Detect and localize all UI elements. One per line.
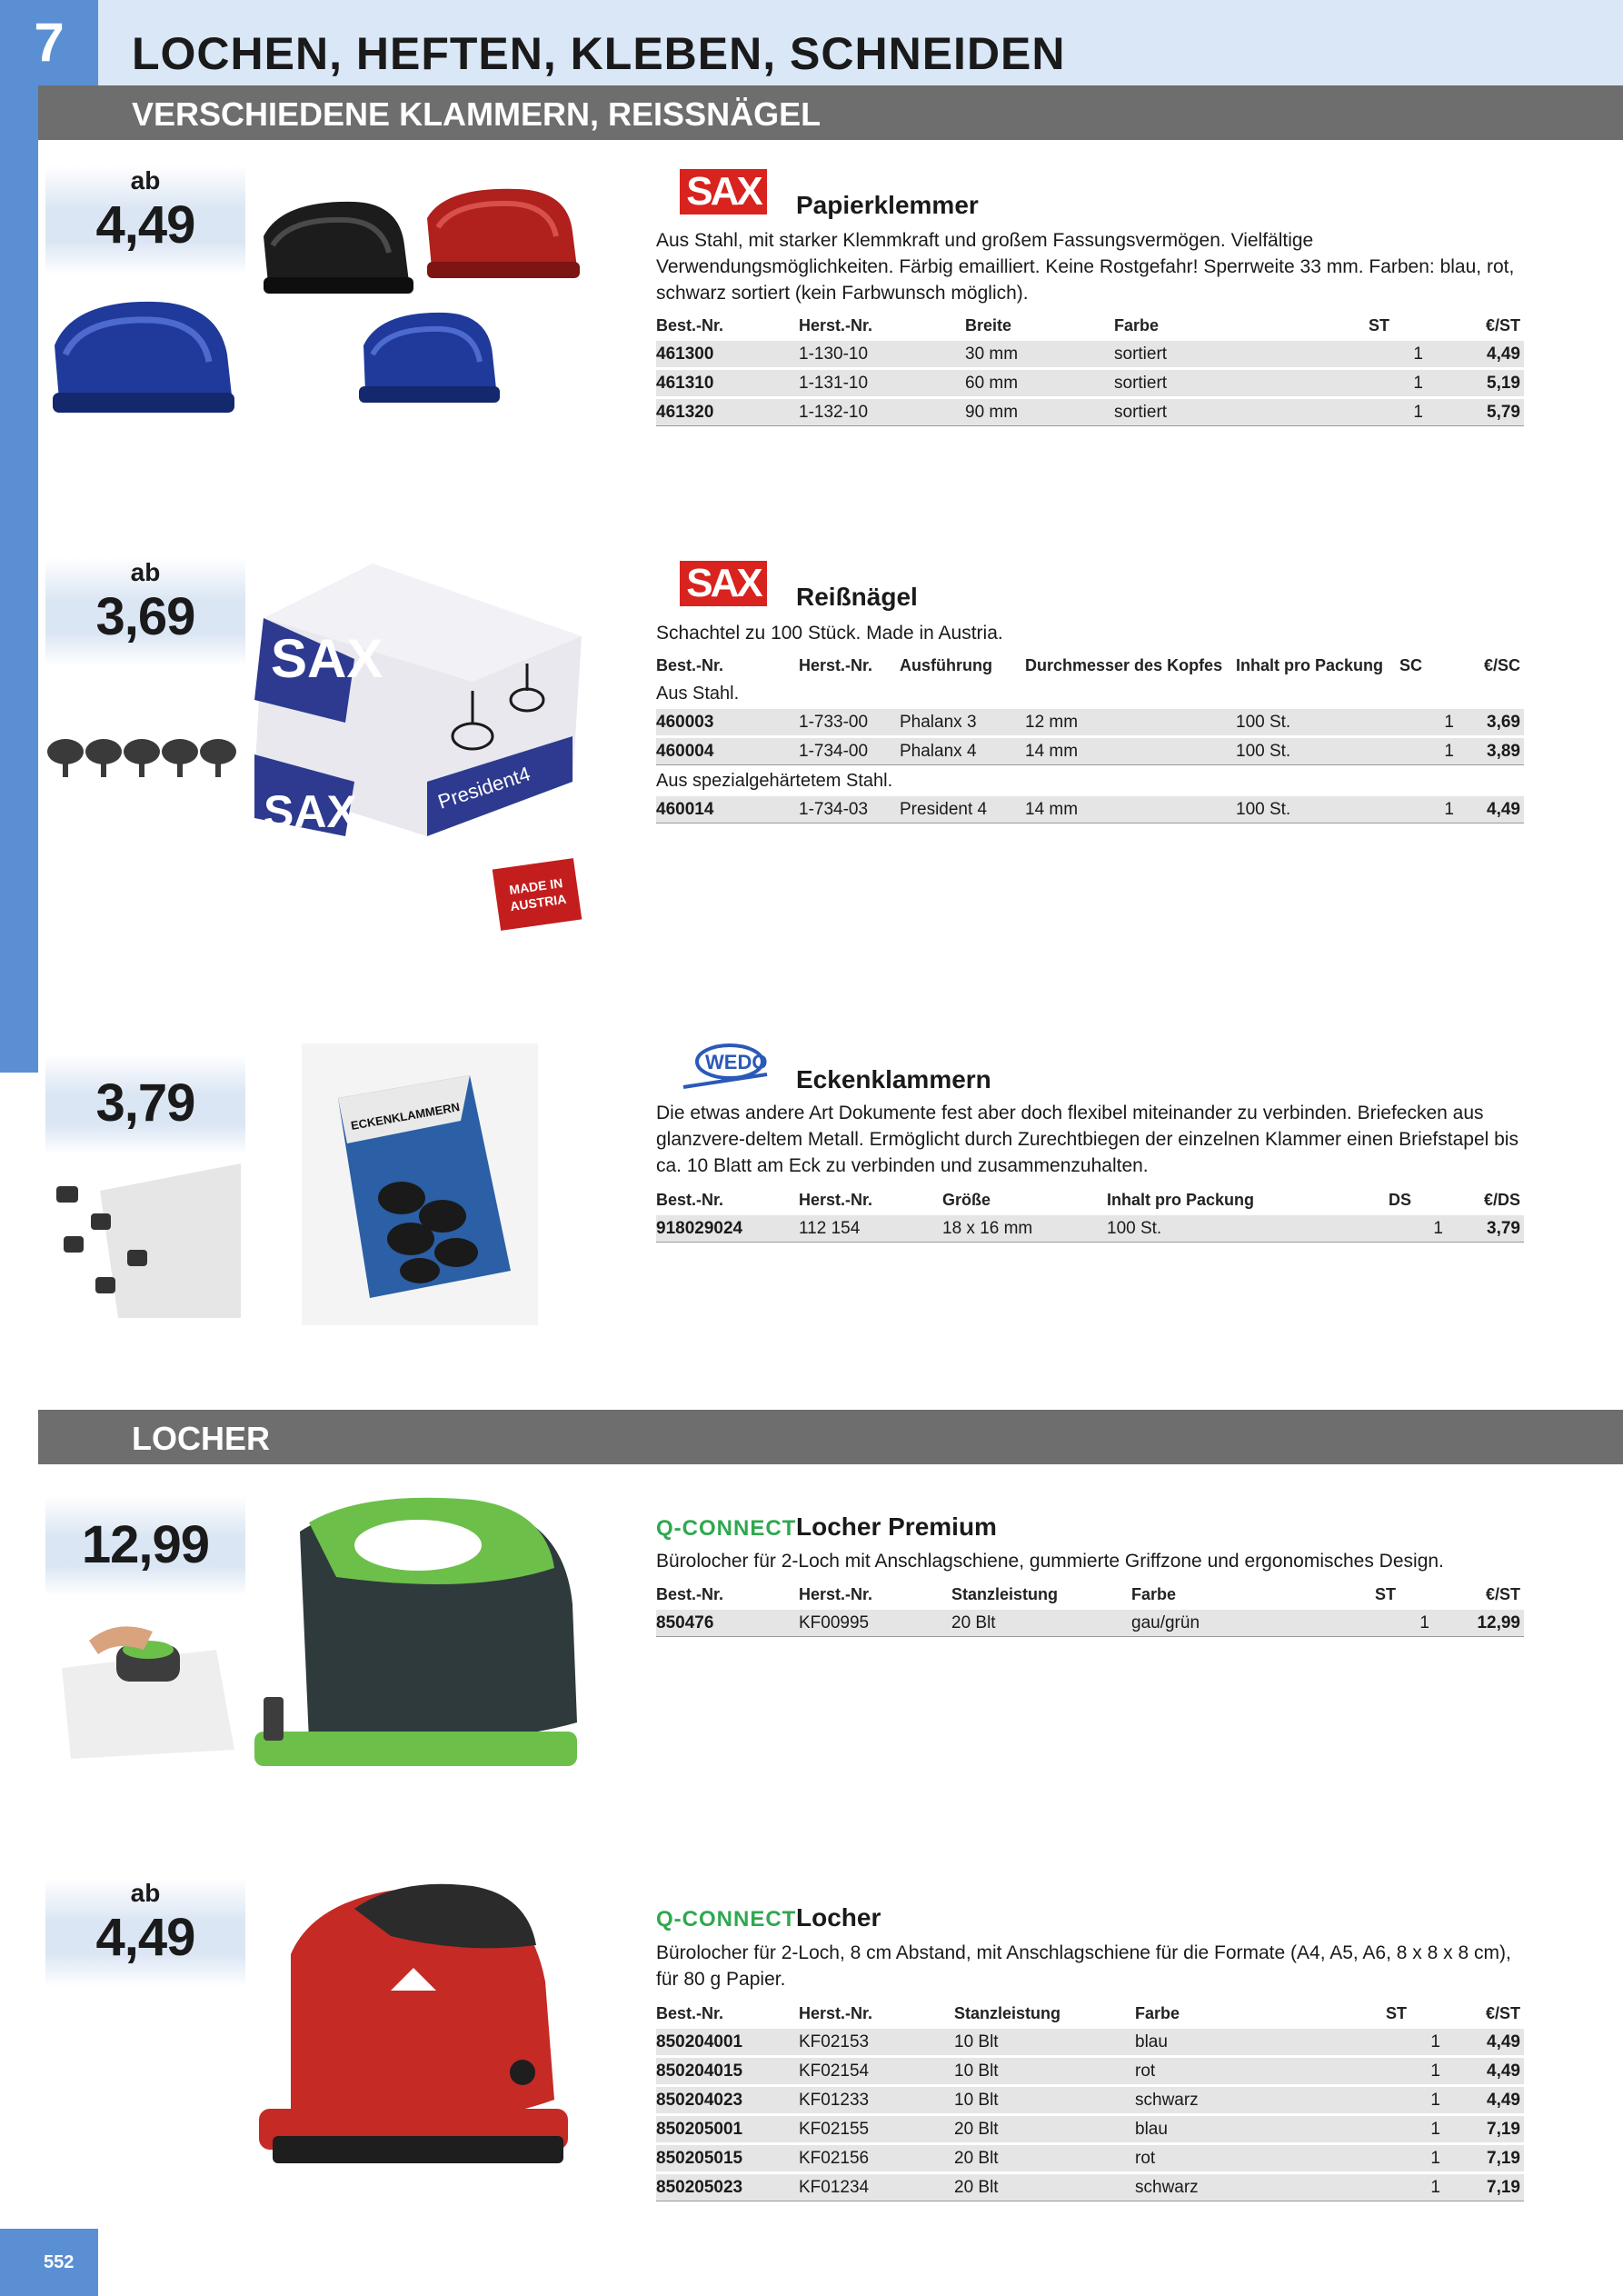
- table-cell: KF01234: [799, 2173, 954, 2201]
- thumbtack-box-image: [254, 564, 591, 836]
- corner-clips-usage-image: [45, 1163, 245, 1318]
- table-cell: 10 Blt: [954, 2086, 1135, 2115]
- order-number: 461300: [656, 340, 799, 369]
- col-header: Ausführung: [900, 656, 992, 674]
- table-row: [656, 340, 1524, 369]
- unit-price: 5,19: [1423, 369, 1524, 398]
- box-sax-label-lower: SAX: [264, 786, 357, 836]
- table-cell: 10 Blt: [954, 2028, 1135, 2057]
- col-header: Best.-Nr.: [656, 316, 724, 334]
- product-description-locher: Bürolocher für 2-Loch, 8 cm Abstand, mit Anschlagschiene für die Formate (A4, A5, A6, 8 x 8 x 8 cm), für 80 g Papier.: [656, 1942, 1511, 1990]
- table-row: [656, 2086, 1524, 2115]
- table-row: [656, 2028, 1524, 2057]
- product-description-reissnaegel: Schachtel zu 100 Stück. Made in Austria.: [656, 623, 1003, 644]
- table-cell: 100 St.: [1236, 795, 1399, 824]
- product-description-papierklemmer: Aus Stahl, mit starker Klemmkraft und großem Fassungsvermögen. Vielfältige Verwendungsmöglichkeiten. Färbig emailliert. Keine Rostgefahr! Sperrweite 33 mm. Farben: blau, rot, schwarz sortiert (kein Farbwunsch möglich).: [656, 230, 1515, 304]
- spec-table-eckenklammern: [656, 1189, 1524, 1243]
- price-value: 3,69: [95, 587, 195, 646]
- price-box-reissnaegel: [45, 557, 245, 666]
- col-header: Farbe: [1131, 1585, 1177, 1603]
- table-cell: 20 Blt: [954, 2173, 1135, 2201]
- sax-logo: SAX: [680, 561, 767, 606]
- col-header: €/ST: [1485, 2004, 1520, 2022]
- thumbtack-icon: [47, 739, 236, 777]
- sax-logo: SAX: [680, 169, 767, 215]
- table-cell: 100 St.: [1236, 737, 1399, 765]
- table-cell: 14 mm: [1025, 795, 1236, 824]
- unit-price: 7,19: [1440, 2173, 1524, 2201]
- side-color-bar: [0, 0, 38, 1073]
- table-cell: 100 St.: [1107, 1214, 1389, 1243]
- col-header: ST: [1386, 2004, 1408, 2022]
- order-number: 460003: [656, 708, 799, 737]
- price-box-eckenklammern: [45, 1054, 245, 1154]
- table-row: [656, 398, 1524, 426]
- price-box-locher: [45, 1878, 245, 1987]
- col-header: Herst.-Nr.: [799, 316, 873, 334]
- table-cell: KF00995: [799, 1609, 951, 1637]
- table-cell: 12 mm: [1025, 708, 1236, 737]
- col-header: Herst.-Nr.: [799, 656, 873, 674]
- table-note-row: [656, 765, 1524, 795]
- material-note: Aus spezialgehärtetem Stahl.: [656, 770, 893, 791]
- table-row: [656, 2144, 1524, 2173]
- table-cell: rot: [1135, 2057, 1386, 2086]
- section-bar-locher: [38, 1410, 1623, 1464]
- table-cell: 90 mm: [965, 398, 1114, 426]
- wedo-logo: [680, 1042, 771, 1093]
- product-description-eckenklammern: Die etwas andere Art Dokumente fest aber doch flexibel miteinander zu verbinden. Briefecken aus glanzvere-deltem Metall. Ermöglicht durch Zurechtbiegen der einzelnen Klammer einen Briefstapel bis ca. 10 Blatt am Eck zu verbinden und zusammenzuhalten.: [656, 1103, 1518, 1176]
- order-number: 461310: [656, 369, 799, 398]
- thumbtacks-image: [45, 732, 245, 786]
- col-header: Inhalt pro Packung: [1236, 656, 1384, 674]
- table-cell: KF02156: [799, 2144, 954, 2173]
- section-title-klammern: VERSCHIEDENE KLAMMERN, REISSNÄGEL: [132, 95, 821, 133]
- qconnect-logo: [656, 1516, 796, 1542]
- table-cell: 1: [1399, 795, 1454, 824]
- blue-clamp-large-icon: [53, 302, 234, 413]
- table-cell: 112 154: [799, 1214, 942, 1243]
- price-prefix: ab: [130, 166, 161, 195]
- made-in-austria-badge: MADE IN AUSTRIA: [493, 858, 582, 931]
- order-number: 850204001: [656, 2028, 799, 2057]
- col-header: Breite: [965, 316, 1012, 334]
- unit-price: 4,49: [1423, 340, 1524, 369]
- table-cell: 18 x 16 mm: [942, 1214, 1107, 1243]
- unit-price: 4,49: [1454, 795, 1524, 824]
- unit-price: 5,79: [1423, 398, 1524, 426]
- table-row: [656, 369, 1524, 398]
- col-header: €/SC: [1483, 656, 1520, 674]
- price-value: 4,49: [95, 1908, 195, 1967]
- paper-clamps-image: [45, 182, 591, 445]
- table-cell: schwarz: [1135, 2086, 1386, 2115]
- table-cell: 1-734-03: [799, 795, 900, 824]
- table-cell: 1: [1386, 2028, 1440, 2057]
- col-header: Farbe: [1114, 316, 1160, 334]
- spec-table-locher: [656, 2002, 1524, 2201]
- wedo-logo-text: WEDO: [705, 1051, 768, 1073]
- table-cell: 1: [1399, 737, 1454, 765]
- table-cell: 14 mm: [1025, 737, 1236, 765]
- table-cell: KF01233: [799, 2086, 954, 2115]
- unit-price: 4,49: [1440, 2086, 1524, 2115]
- table-cell: 1: [1369, 398, 1423, 426]
- table-cell: 100 St.: [1236, 708, 1399, 737]
- col-header: Best.-Nr.: [656, 2004, 724, 2022]
- box-model-label: President4: [434, 762, 533, 814]
- col-header: DS: [1389, 1191, 1412, 1209]
- table-cell: KF02155: [799, 2115, 954, 2144]
- table-cell: 20 Blt: [951, 1609, 1131, 1637]
- table-header-row: [656, 1189, 1524, 1214]
- corner-clips-pack-image: [302, 1043, 538, 1325]
- table-cell: KF02153: [799, 2028, 954, 2057]
- table-cell: President 4: [900, 795, 1025, 824]
- qconnect-logo-text: Q-CONNECT: [656, 1516, 797, 1541]
- table-cell: 1-130-10: [799, 340, 965, 369]
- spec-table-reissnaegel: [656, 654, 1524, 824]
- table-cell: 1: [1389, 1214, 1443, 1243]
- unit-price: 7,19: [1440, 2144, 1524, 2173]
- col-header: €/DS: [1483, 1191, 1520, 1209]
- product-title-eckenklammern: Eckenklammern: [796, 1065, 991, 1093]
- order-number: 461320: [656, 398, 799, 426]
- table-header-row: [656, 314, 1524, 340]
- spec-table-papierklemmer: [656, 314, 1524, 426]
- table-cell: Phalanx 3: [900, 708, 1025, 737]
- product-title-locher: Locher: [796, 1903, 881, 1932]
- price-value: 12,99: [81, 1515, 210, 1574]
- table-cell: 20 Blt: [954, 2115, 1135, 2144]
- col-header: Best.-Nr.: [656, 656, 724, 674]
- spec-table-locher-premium: [656, 1583, 1524, 1637]
- col-header: Stanzleistung: [954, 2004, 1061, 2022]
- table-cell: 1: [1369, 340, 1423, 369]
- table-cell: gau/grün: [1131, 1609, 1375, 1637]
- order-number: 918029024: [656, 1214, 799, 1243]
- unit-price: 3,89: [1454, 737, 1524, 765]
- order-number: 850204023: [656, 2086, 799, 2115]
- product-title-papierklemmer: Papierklemmer: [796, 191, 979, 219]
- price-value: 3,79: [95, 1073, 195, 1133]
- order-number: 850204015: [656, 2057, 799, 2086]
- price-box-locher-premium: [45, 1496, 245, 1596]
- locher-premium-image: [245, 1495, 582, 1777]
- table-cell: 20 Blt: [954, 2144, 1135, 2173]
- table-cell: rot: [1135, 2144, 1386, 2173]
- pack-label: ECKENKLAMMERN: [349, 1100, 462, 1133]
- col-header: Inhalt pro Packung: [1107, 1191, 1255, 1209]
- material-note: Aus Stahl.: [656, 683, 740, 704]
- table-row: [656, 2173, 1524, 2201]
- qconnect-logo: [656, 1907, 796, 1932]
- table-cell: 1: [1399, 708, 1454, 737]
- unit-price: 3,79: [1443, 1214, 1524, 1243]
- table-row: [656, 1214, 1524, 1243]
- table-cell: 1: [1386, 2115, 1440, 2144]
- page-title: LOCHEN, HEFTEN, KLEBEN, SCHNEIDEN: [132, 28, 1066, 79]
- table-row: [656, 708, 1524, 737]
- order-number: 850476: [656, 1609, 799, 1637]
- table-row: [656, 737, 1524, 765]
- product-description-locher-premium: Bürolocher für 2-Loch mit Anschlagschiene, gummierte Griffzone und ergonomisches Design.: [656, 1551, 1444, 1572]
- page-number: 552: [0, 2229, 98, 2296]
- price-prefix: ab: [130, 1879, 161, 1907]
- unit-price: 12,99: [1429, 1609, 1524, 1637]
- table-cell: blau: [1135, 2115, 1386, 2144]
- table-cell: 1: [1386, 2173, 1440, 2201]
- locher-red-image: [254, 1882, 582, 2172]
- table-cell: 30 mm: [965, 340, 1114, 369]
- col-header: Best.-Nr.: [656, 1585, 724, 1603]
- product-title-reissnaegel: Reißnägel: [796, 583, 918, 611]
- price-value: 4,49: [95, 195, 195, 255]
- table-header-row: [656, 654, 1524, 678]
- locher-usage-image: [53, 1613, 244, 1759]
- col-header: Herst.-Nr.: [799, 2004, 873, 2022]
- order-number: 850205015: [656, 2144, 799, 2173]
- section-title-locher: LOCHER: [132, 1420, 270, 1457]
- col-header: Best.-Nr.: [656, 1191, 724, 1209]
- table-cell: 1: [1375, 1609, 1429, 1637]
- table-row: [656, 2115, 1524, 2144]
- table-cell: sortiert: [1114, 398, 1369, 426]
- col-header: Stanzleistung: [951, 1585, 1059, 1603]
- table-cell: Phalanx 4: [900, 737, 1025, 765]
- chapter-number: 7: [0, 0, 98, 85]
- col-header: Durchmesser des Kopfes: [1025, 656, 1223, 674]
- col-header: ST: [1375, 1585, 1397, 1603]
- table-cell: blau: [1135, 2028, 1386, 2057]
- col-header: Größe: [942, 1191, 991, 1209]
- table-cell: 1: [1369, 369, 1423, 398]
- order-number: 850205001: [656, 2115, 799, 2144]
- col-header: Herst.-Nr.: [799, 1585, 873, 1603]
- col-header: SC: [1399, 656, 1423, 674]
- table-cell: 1: [1386, 2144, 1440, 2173]
- table-cell: schwarz: [1135, 2173, 1386, 2201]
- table-cell: 10 Blt: [954, 2057, 1135, 2086]
- unit-price: 4,49: [1440, 2057, 1524, 2086]
- col-header: ST: [1369, 316, 1390, 334]
- table-header-row: [656, 1583, 1524, 1609]
- unit-price: 7,19: [1440, 2115, 1524, 2144]
- order-number: 460004: [656, 737, 799, 765]
- order-number: 850205023: [656, 2173, 799, 2201]
- table-cell: 60 mm: [965, 369, 1114, 398]
- table-cell: 1: [1386, 2086, 1440, 2115]
- table-cell: 1-132-10: [799, 398, 965, 426]
- unit-price: 4,49: [1440, 2028, 1524, 2057]
- box-sax-label: SAX: [271, 628, 383, 689]
- table-cell: 1-734-00: [799, 737, 900, 765]
- blue-clamp-small-icon: [359, 313, 500, 403]
- black-clamp-icon: [264, 202, 413, 294]
- table-cell: sortiert: [1114, 340, 1369, 369]
- product-title-locher-premium: Locher Premium: [796, 1512, 997, 1541]
- table-header-row: [656, 2002, 1524, 2028]
- col-header: €/ST: [1485, 1585, 1520, 1603]
- table-row: [656, 2057, 1524, 2086]
- table-cell: 1: [1386, 2057, 1440, 2086]
- col-header: €/ST: [1485, 316, 1520, 334]
- price-prefix: ab: [130, 558, 161, 586]
- table-note-row: [656, 678, 1524, 708]
- red-clamp-icon: [427, 189, 580, 278]
- qconnect-logo-text: Q-CONNECT: [656, 1907, 797, 1932]
- col-header: Herst.-Nr.: [799, 1191, 873, 1209]
- unit-price: 3,69: [1454, 708, 1524, 737]
- order-number: 460014: [656, 795, 799, 824]
- table-row: [656, 795, 1524, 824]
- table-cell: 1-131-10: [799, 369, 965, 398]
- col-header: Farbe: [1135, 2004, 1180, 2022]
- table-cell: sortiert: [1114, 369, 1369, 398]
- table-cell: 1-733-00: [799, 708, 900, 737]
- table-cell: KF02154: [799, 2057, 954, 2086]
- table-row: [656, 1609, 1524, 1637]
